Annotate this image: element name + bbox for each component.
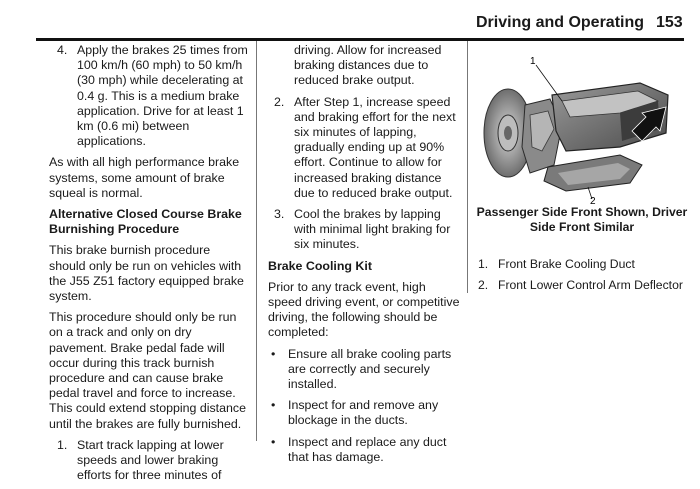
bullet-item	[268, 398, 462, 428]
bullet-icon: •	[271, 346, 276, 361]
legend-text: Front Lower Control Arm Deflector	[498, 278, 683, 292]
header-rule	[36, 38, 684, 41]
legend-item	[478, 278, 688, 293]
column-middle	[268, 43, 462, 471]
brake-cooling-duct-illustration	[470, 55, 686, 205]
callout-1-label: 1	[530, 56, 536, 67]
callout-2-label: 2	[590, 196, 596, 205]
figure-caption: Passenger Side Front Shown, Driver Side Front Similar	[476, 205, 688, 234]
paragraph-prior: Prior to any track event, high speed driving event, or competitive driving, the following should be completed:	[268, 279, 460, 340]
list-item-step-2	[274, 95, 462, 201]
bullet-text: Ensure all brake cooling parts are correctly and securely installed.	[288, 346, 452, 392]
page-number: 153	[656, 14, 683, 31]
step-text: Cool the brakes by lapping with minimal light braking for six minutes.	[294, 207, 451, 252]
list-item-step-4	[57, 43, 249, 149]
step-text: Start track lapping at lower speeds and lower braking efforts for three minutes of	[77, 437, 224, 483]
legend-number: 2.	[478, 278, 489, 292]
step-1-continued: driving. Allow for increased braking distances due to reduced brake output.	[294, 43, 442, 88]
bullet-icon: •	[271, 398, 276, 413]
list-item-step-1	[57, 438, 249, 484]
column-divider-left	[256, 41, 257, 441]
column-left	[49, 43, 249, 489]
step-text: After Step 1, increase speed and braking effort for the next six minutes of lapping, gradually ending up at 90% effort. Continue to allow for increased braking distance due to reduced brake output.	[294, 94, 456, 200]
heading-alternative-procedure: Alternative Closed Course Brake Burnishing Procedure	[49, 207, 242, 237]
step-number: 1.	[57, 437, 68, 452]
bullet-item	[268, 347, 462, 393]
step-number: 4.	[57, 43, 68, 57]
bullet-text: Inspect and replace any duct that has damage.	[288, 434, 447, 464]
legend-text: Front Brake Cooling Duct	[498, 257, 635, 271]
bullet-text: Inspect for and remove any blockage in the ducts.	[288, 398, 439, 428]
paragraph-squeal: As with all high performance brake systems, some amount of brake squeal is normal.	[49, 155, 240, 200]
paragraph-track: This procedure should only be run on a track and only on dry pavement. Brake pedal fade will occur during this track burnish procedure and can cause brake pedal travel and force to increase. This could extend stopping distance until the brakes are fully burnished.	[49, 310, 246, 431]
figure-legend	[478, 257, 688, 299]
bullet-icon: •	[271, 434, 276, 449]
step-text: Apply the brakes 25 times from 100 km/h (60 mph) to 50 km/h (30 mph) while decelerating at 0.4 g. This is a medium brake application. Drive for at least 1 km (0.6 mi) between applications.	[77, 43, 248, 149]
legend-item	[478, 257, 688, 272]
step-number: 3.	[274, 207, 285, 222]
heading-brake-cooling-kit: Brake Cooling Kit	[268, 258, 372, 273]
paragraph-vehicles: This brake burnish procedure should only be run on vehicles with the J55 Z51 factory equipped brake system.	[49, 243, 244, 304]
step-number: 2.	[274, 94, 285, 109]
column-divider-right	[467, 41, 468, 293]
legend-number: 1.	[478, 257, 489, 271]
bullet-item	[268, 435, 462, 465]
list-item-step-3	[274, 207, 462, 253]
section-title: Driving and Operating	[476, 14, 645, 31]
